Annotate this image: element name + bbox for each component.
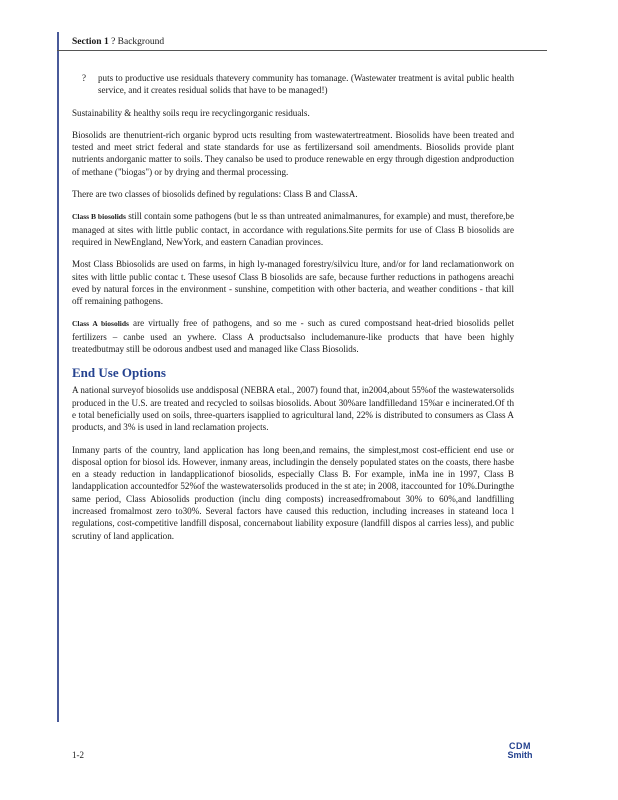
paragraph-national-survey: A national surveyof biosolids use anddisposal (NEBRA etal., 2007) found that, in2004,about 55%of the wastewatersolids produced in the U.S. are treated and recycled to soilsas biosolids. About 30%are landfilledand 15%ar e incinerated.Of th e total beneficially used on soils, three-quarters isapplied to agricultural land, 22% is distributed to consumers as Class A products, and 3% is used in land reclamation projects. xyxy=(72,385,514,433)
logo-line-1: CDM xyxy=(509,741,531,751)
section-number: 1 xyxy=(103,37,109,47)
section-heading-end-use: End Use Options xyxy=(72,365,166,381)
section-title: Background xyxy=(117,37,165,47)
section-label: Section xyxy=(72,37,102,47)
bullet-text: puts to productive use residuals thatevery community has tomanage. (Wastewater treatment is avital public health service, and it creates residual solids that have to be managed!) xyxy=(98,73,514,96)
page-header xyxy=(72,37,164,47)
logo-line-2: Smith xyxy=(507,750,533,760)
cdm-smith-logo xyxy=(500,742,540,760)
class-b-lead: Class B biosolids xyxy=(72,212,126,222)
paragraph-land-application: Inmany parts of the country, land application has long been,and remains, the simplest,most cost-efficient end use or disposal option for biosol ids. However, inmany areas, includingin the densely populated states on the coasts, there hasbe en a steady reduction in landapplicationof biosolids, especially Class B. For example, inMa ine in 1997, Class B landapplication accountedfor 52%of the wastewatersolids produced in the st ate; in 2008, itaccounted for 10%.Duringthe same period, Class Abiosolids production (inclu ding composts) increasedfromabout 30% to 60%,and landfilling increased fromalmost zero to30%. Several factors have caused this reduction, including increases in stateand loca l regulations, cost-competitive landfill disposal, concernabout liability exposure (landfill dispos al carries less), and public scrutiny of land application. xyxy=(72,444,514,541)
class-a-text: are virtually free of pathogens, and so me - such as cured compostsand heat-dried biosolids pellet fertilizers – canbe used an ywhere. Class A productsalso includemanure-like products that have been highly treatedbutmay still be odorous andbest used and managed like Class Biosolids. xyxy=(72,318,515,355)
class-a-lead: Class A biosolids xyxy=(72,319,129,329)
header-rule xyxy=(57,50,547,51)
paragraph-class-b xyxy=(72,210,514,248)
bullet-item xyxy=(72,72,514,97)
class-b-text: still contain some pathogens (but le ss than untreated animalmanures, for example) and must, therefore,be managed at sites with little public contact, in accordance with regulations.Site permits for use of Class B biosolids are required in NewEngland, NewYork, and eastern Canadian provinces. xyxy=(72,211,514,247)
paragraph-two-classes: There are two classes of biosolids defined by regulations: Class B and ClassA. xyxy=(72,189,358,200)
paragraph-class-b-uses: Most Class Bbiosolids are used on farms, in high ly-managed forestry/silvicu lture, and/or for land reclamationwork on sites with little public contac t. These usesof Class B biosolids are safe, because further reductions in pathogens areachi eved by natural forces in the environment - sunshine, competition with other bacteria, and weather conditions - that kill off remaining pathogens. xyxy=(72,259,514,307)
paragraph-class-a xyxy=(72,317,514,355)
paragraph-biosolids-definition: Biosolids are thenutrient-rich organic byprod ucts resulting from wastewatertreatment. Biosolids have been treated and tested and meet strict federal and state standards for use as fertilizersand soil amendments. Biosolids provide plant nutrients andorganic matter to soils. They canalso be used to produce renewable en ergy through digestion andproduction of methane ("biogas") or by drying and thermal processing. xyxy=(72,129,514,177)
page-number: 1-2 xyxy=(72,750,84,760)
main-content xyxy=(72,72,514,552)
section-separator: ? xyxy=(111,37,116,47)
bullet-glyph: ? xyxy=(82,73,87,83)
margin-rule xyxy=(57,32,59,722)
paragraph-sustainability: Sustainability & healthy soils requ ire recyclingorganic residuals. xyxy=(72,107,310,118)
